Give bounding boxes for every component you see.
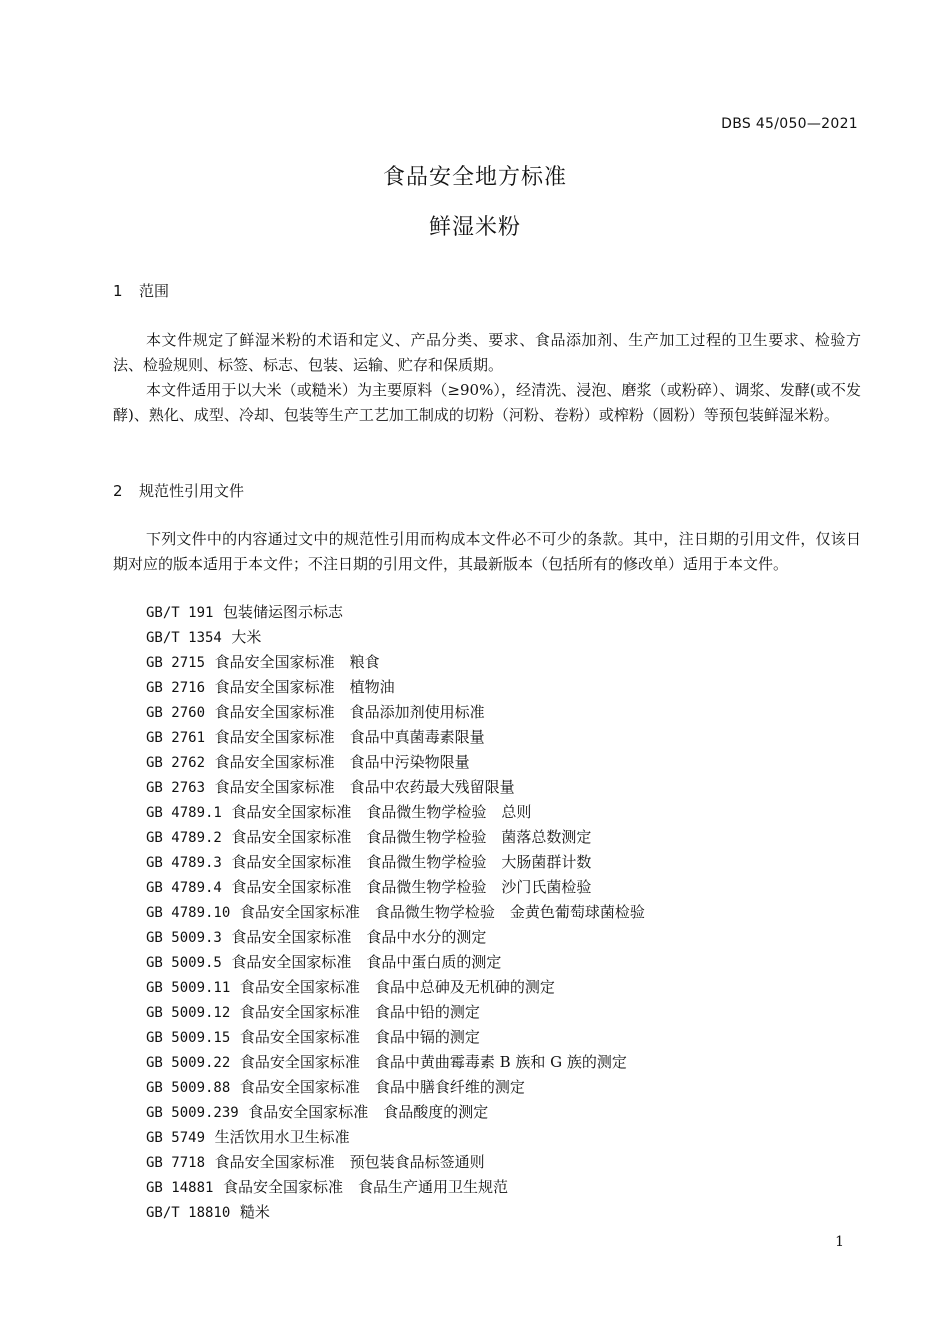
reference-item	[146, 1150, 645, 1175]
reference-code: GB 5009.5	[146, 955, 222, 971]
reference-title: 食品安全国家标准 食品微生物学检验 总则	[231, 803, 532, 821]
section-number: 2	[113, 482, 123, 500]
reference-item	[146, 1050, 645, 1075]
reference-item	[146, 1075, 645, 1100]
reference-item	[146, 800, 645, 825]
reference-code: GB 5009.12	[146, 1005, 231, 1021]
reference-item	[146, 775, 645, 800]
reference-item	[146, 875, 645, 900]
reference-code: GB 2762	[146, 755, 206, 771]
reference-title: 包装储运图示标志	[222, 603, 343, 621]
reference-item	[146, 725, 645, 750]
reference-item	[146, 1100, 645, 1125]
reference-code: GB 4789.3	[146, 855, 222, 871]
document-category-title: 食品安全地方标准	[382, 165, 567, 190]
reference-code: GB 7718	[146, 1155, 206, 1171]
reference-title: 食品安全国家标准 食品中黄曲霉毒素 B 族和 G 族的测定	[239, 1053, 627, 1071]
reference-title: 食品安全国家标准 食品中水分的测定	[231, 928, 487, 946]
reference-item	[146, 1025, 645, 1050]
section-number: 1	[113, 282, 123, 300]
reference-title: 食品安全国家标准 植物油	[214, 678, 395, 696]
reference-title: 食品安全国家标准 食品微生物学检验 菌落总数测定	[231, 828, 592, 846]
reference-item	[146, 1175, 645, 1200]
reference-title: 食品安全国家标准 食品生产通用卫生规范	[222, 1178, 508, 1196]
reference-title: 食品安全国家标准 食品中镉的测定	[239, 1028, 480, 1046]
reference-code: GB 5009.11	[146, 980, 231, 996]
reference-code: GB 5009.22	[146, 1055, 231, 1071]
section-title: 范围	[139, 282, 170, 300]
reference-title: 食品安全国家标准 粮食	[214, 653, 380, 671]
reference-item	[146, 900, 645, 925]
reference-title: 生活饮用水卫生标准	[214, 1128, 350, 1146]
reference-item	[146, 1000, 645, 1025]
reference-title: 食品安全国家标准 食品酸度的测定	[248, 1103, 489, 1121]
reference-title: 食品安全国家标准 食品微生物学检验 金黄色葡萄球菌检验	[239, 903, 645, 921]
section-title: 规范性引用文件	[139, 482, 245, 500]
reference-item	[146, 675, 645, 700]
references-intro: 下列文件中的内容通过文中的规范性引用而构成本文件必不可少的条款。其中，注日期的引用文件，仅该日期对应的版本适用于本文件；不注日期的引用文件，其最新版本（包括所有的修改单）适用于本文件。	[113, 530, 861, 573]
reference-title: 食品安全国家标准 食品中铅的测定	[239, 1003, 480, 1021]
reference-list	[146, 600, 645, 1225]
reference-code: GB 4789.1	[146, 805, 222, 821]
reference-item	[146, 600, 645, 625]
reference-code: GB 5009.88	[146, 1080, 231, 1096]
scope-paragraph-1: 本文件规定了鲜湿米粉的术语和定义、产品分类、要求、食品添加剂、生产加工过程的卫生要求、检验方法、检验规则、标签、标志、包装、运输、贮存和保质期。	[113, 331, 861, 374]
page-number: 1	[835, 1234, 844, 1250]
reference-title: 糙米	[239, 1203, 270, 1221]
reference-title: 食品安全国家标准 食品中总砷及无机砷的测定	[239, 978, 555, 996]
reference-item	[146, 975, 645, 1000]
reference-title: 食品安全国家标准 食品中膳食纤维的测定	[239, 1078, 525, 1096]
reference-code: GB 5749	[146, 1130, 206, 1146]
reference-item	[146, 750, 645, 775]
reference-item	[146, 950, 645, 975]
reference-title: 食品安全国家标准 食品微生物学检验 大肠菌群计数	[231, 853, 592, 871]
reference-item	[146, 850, 645, 875]
reference-code: GB/T 1354	[146, 630, 222, 646]
reference-code: GB 2763	[146, 780, 206, 796]
reference-code: GB/T 191	[146, 605, 214, 621]
reference-item	[146, 1125, 645, 1150]
section-2-heading	[113, 480, 244, 501]
reference-code: GB 5009.3	[146, 930, 222, 946]
section-1-heading	[113, 280, 169, 301]
reference-item	[146, 700, 645, 725]
reference-code: GB 2715	[146, 655, 206, 671]
reference-title: 食品安全国家标准 预包装食品标签通则	[214, 1153, 485, 1171]
reference-code: GB 2761	[146, 730, 206, 746]
reference-code: GB 4789.2	[146, 830, 222, 846]
reference-item	[146, 625, 645, 650]
scope-paragraph-2: 本文件适用于以大米（或糙米）为主要原料（≥90%），经清洗、浸泡、磨浆（或粉碎）、调浆、发酵(或不发酵)、熟化、成型、冷却、包装等生产工艺加工制成的切粉（河粉、卷粉）或榨粉（圆粉）等预包装鲜湿米粉。	[113, 381, 861, 424]
reference-title: 食品安全国家标准 食品微生物学检验 沙门氏菌检验	[231, 878, 592, 896]
reference-code: GB 2760	[146, 705, 206, 721]
reference-item	[146, 1200, 645, 1225]
document-title: 鲜湿米粉	[428, 215, 521, 240]
reference-title: 食品安全国家标准 食品添加剂使用标准	[214, 703, 485, 721]
reference-code: GB/T 18810	[146, 1205, 231, 1221]
reference-code: GB 5009.239	[146, 1105, 239, 1121]
reference-code: GB 14881	[146, 1180, 214, 1196]
reference-title: 食品安全国家标准 食品中污染物限量	[214, 753, 470, 771]
reference-item	[146, 925, 645, 950]
standard-code: DBS 45/050—2021	[721, 116, 858, 132]
reference-code: GB 4789.4	[146, 880, 222, 896]
reference-code: GB 5009.15	[146, 1030, 231, 1046]
reference-item	[146, 825, 645, 850]
reference-title: 食品安全国家标准 食品中真菌毒素限量	[214, 728, 485, 746]
reference-title: 食品安全国家标准 食品中蛋白质的测定	[231, 953, 502, 971]
reference-title: 大米	[231, 628, 262, 646]
reference-item	[146, 650, 645, 675]
reference-code: GB 2716	[146, 680, 206, 696]
reference-code: GB 4789.10	[146, 905, 231, 921]
reference-title: 食品安全国家标准 食品中农药最大残留限量	[214, 778, 515, 796]
